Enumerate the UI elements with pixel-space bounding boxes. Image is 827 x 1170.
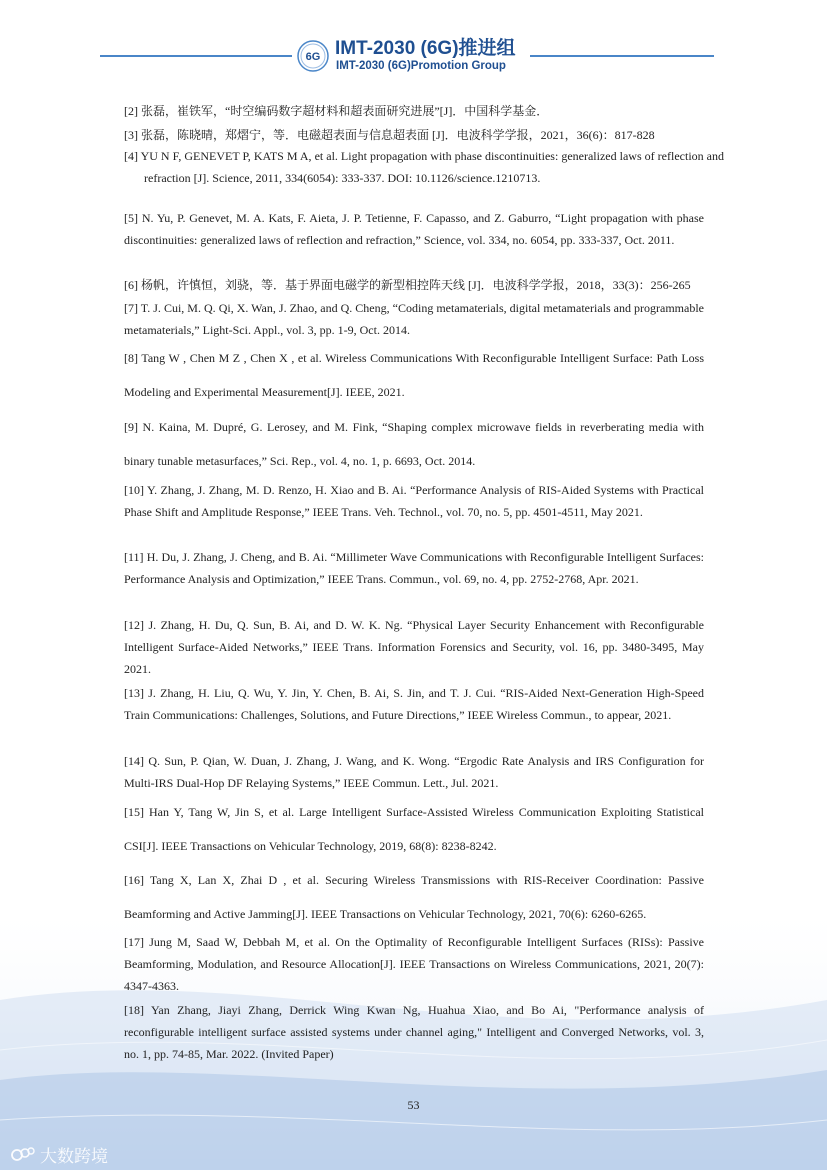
page-number: 53 — [407, 1098, 420, 1112]
reference-item: [4] YU N F, GENEVET P, KATS M A, et al. Light propagation with phase discontinuities: generalized laws of reflection and refraction [J]. Science, 2011, 334(6054): 333-337. DOI: 10.1126/science.1210713. — [124, 149, 724, 185]
reference-item: [7] T. J. Cui, M. Q. Qi, X. Wan, J. Zhao, and Q. Cheng, “Coding metamaterials, digital metamaterials and programmable metamaterials,” Light-Sci. Appl., vol. 3, pp. 1-9, Oct. 2014. — [124, 301, 704, 337]
reference-item: [6] 杨帆，许慎恒，刘骁，等．基于界面电磁学的新型相控阵天线 [J]．电波科学学报，2018，33(3)：256-265 — [124, 278, 691, 292]
logo-badge-text: 6G — [305, 51, 321, 63]
reference-item: [5] N. Yu, P. Genevet, M. A. Kats, F. Aieta, J. P. Tetienne, F. Capasso, and Z. Gaburro, “Light propagation with phase discontinuities: generalized laws of reflection and refraction,” Science, vol. 334, no. 6054, pp. 333-337, Oct. 2011. — [124, 211, 704, 247]
reference-item: [14] Q. Sun, P. Qian, W. Duan, J. Zhang, J. Wang, and K. Wong. “Ergodic Rate Analysis and IRS Configuration for Multi-IRS Dual-Hop DF Relaying Systems,” IEEE Commun. Lett., Jul. 2021. — [124, 754, 704, 790]
imt-2030-logo-icon — [297, 40, 329, 72]
reference-item: [15] Han Y, Tang W, Jin S, et al. Large Intelligent Surface-Assisted Wireless Communication Exploiting Statistical CSI[J]. IEEE Transactions on Vehicular Technology, 2019, 68(8): 8238-8242. — [124, 805, 704, 853]
watermark — [10, 1142, 108, 1167]
reference-item: [8] Tang W , Chen M Z , Chen X , et al. Wireless Communications With Reconfigurable Intelligent Surface: Path Loss Modeling and Experimental Measurement[J]. IEEE, 2021. — [124, 351, 704, 399]
reference-item: [11] H. Du, J. Zhang, J. Cheng, and B. Ai. “Millimeter Wave Communications with Reconfigurable Intelligent Surfaces: Performance Analysis and Optimization,” IEEE Trans. Commun., vol. 69, no. 4, pp. 2752-2768, Apr. 2021. — [124, 550, 704, 586]
reference-item: [17] Jung M, Saad W, Debbah M, et al. On the Optimality of Reconfigurable Intelligent Surfaces (RISs): Passive Beamforming, Modulation, and Resource Allocation[J]. IEEE Transactions on Wireless Communications, 2021, 20(7): 4347-4363. — [124, 935, 704, 993]
header-rule-right — [530, 55, 714, 57]
reference-item: [9] N. Kaina, M. Dupré, G. Lerosey, and M. Fink, “Shaping complex microwave fields in reverberating media with binary tunable metasurfaces,” Sci. Rep., vol. 4, no. 1, p. 6693, Oct. 2014. — [124, 420, 704, 468]
header-rule-left — [100, 55, 292, 57]
reference-item: [13] J. Zhang, H. Liu, Q. Wu, Y. Jin, Y. Chen, B. Ai, S. Jin, and T. J. Cui. “RIS-Aided Next-Generation High-Speed Train Communications: Challenges, Solutions, and Future Directions,” IEEE Wireless Commun., to appear, 2021. — [124, 686, 704, 722]
watermark-text: 大数跨境 — [40, 1147, 108, 1167]
reference-item: [12] J. Zhang, H. Du, Q. Sun, B. Ai, and D. W. K. Ng. “Physical Layer Security Enhancement with Reconfigurable Intelligent Surface-Aided Networks,” IEEE Trans. Information Forensics and Security, vol. 16, pp. 3480-3495, May 2021. — [124, 618, 704, 676]
reference-item: [2] 张磊，崔铁军，“时空编码数字超材料和超表面研究进展”[J]．中国科学基金． — [124, 104, 549, 118]
reference-item: [3] 张磊，陈晓晴，郑熠宁，等．电磁超表面与信息超表面 [J]．电波科学学报，2021，36(6)：817-828 — [124, 128, 655, 142]
reference-item: [10] Y. Zhang, J. Zhang, M. D. Renzo, H. Xiao and B. Ai. “Performance Analysis of RIS-Aided Systems with Practical Phase Shift and Amplitude Response,” IEEE Trans. Veh. Technol., vol. 70, no. 5, pp. 4501-4511, May 2021. — [124, 483, 704, 519]
watermark-logo-icon — [10, 1145, 36, 1165]
header-subtitle: IMT-2030 (6G)Promotion Group — [336, 60, 506, 72]
reference-item: [16] Tang X, Lan X, Zhai D , et al. Securing Wireless Transmissions with RIS-Receiver Coordination: Passive Beamforming and Active Jamming[J]. IEEE Transactions on Vehicular Technology, 2021, 70(6): 6260-6265. — [124, 873, 704, 921]
reference-item: [18] Yan Zhang, Jiayi Zhang, Derrick Wing Kwan Ng, Huahua Xiao, and Bo Ai, "Performance analysis of reconfigurable intelligent surface assisted systems under channel aging," Intelligent and Converged Networks, vol. 3, no. 1, pp. 74-85, Mar. 2022. (Invited Paper) — [124, 1003, 704, 1061]
header-title: IMT-2030 (6G)推进组 — [335, 38, 516, 59]
